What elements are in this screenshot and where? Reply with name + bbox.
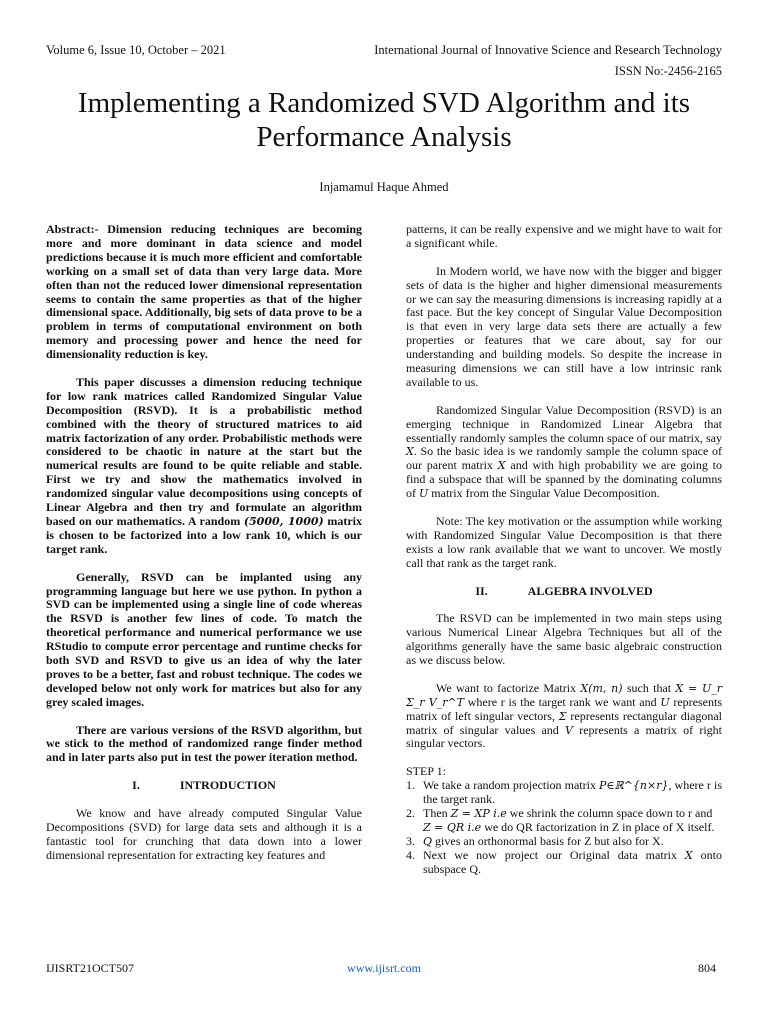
step-list: [406, 779, 722, 876]
volume-info: Volume 6, Issue 10, October – 2021: [46, 43, 226, 57]
page-number: 804: [698, 961, 716, 975]
author: Injamamul Haque Ahmed: [319, 180, 449, 194]
algebra-paragraph-2: We want to factorize Matrix X(m, n) such that X = U_r Σ_r V_r^T where r is the target rank we want and U represents matrix of left singular vectors, Σ represents rectangular diagonal matrix of singular values and V represents a matrix of right singular vectors.: [406, 680, 723, 751]
list-item: 4. Next we now project our Original data matrix X onto subspace Q.: [406, 847, 723, 876]
list-item: 2. Then Z = XP i.e we shrink the column space down to r and: [406, 805, 713, 820]
journal-name: International Journal of Innovative Science and Research Technology: [374, 43, 722, 57]
journal-url[interactable]: www.ijisrt.com: [347, 961, 421, 975]
note-paragraph: Note: The key motivation or the assumption while working with Randomized Singular Value Decomposition is that there exists a low rank available that we want to uncover. We mostly call that rank as the target rank.: [406, 513, 722, 570]
algebra-paragraph-1: The RSVD can be implemented in two main steps using various Numerical Linear Algebra Techniques but all of the algorithms generally have the same basic algebraic construction as we discuss below.: [406, 611, 722, 668]
intro-paragraph-continued: patterns, it can be really expensive and we might have to wait for a significant while.: [406, 222, 722, 250]
title-line-1: Implementing a Randomized SVD Algorithm and its: [77, 87, 691, 119]
abstract-paragraph-2: This paper discusses a dimension reducing technique for low rank matrices called Randomized Singular Value Decomposition (RSVD). It is a probabilistic method combined with the theory of structured matrices to aid matrix factorization of any order. Probabilistic methods were considered to be chaotic in nature at the start but the numerical results are found to be quite reliable and stable. First we try and show the mathematics involved in randomized singular value decompositions using concepts of Linear Algebra and then try and formulate an algorithm based on our mathematics. A random (5000, 1000) matrix is chosen to be factorized into a low rank 10, which is our target rank.: [46, 374, 363, 556]
list-item: Z = QR i.e we do QR factorization in Z in place of X itself.: [423, 819, 715, 834]
abstract: Abstract:- Dimension reducing techniques are becoming more and more dominant in data science and model predictions because it is much more efficient and comfortable working on a small set of data than very large data. More often than not the reduced lower dimensional representation seems to contain the same properties as that of the higher dimensional space. Additionally, big sets of data prove to be a problem in terms of computational environment on both memory and processing power and hence the need for dimensionality reduction is key.: [46, 222, 362, 362]
list-item: 3. Q gives an orthonormal basis for Z but also for X.: [406, 833, 664, 848]
intro-paragraph-3: Randomized Singular Value Decomposition (RSVD) is an emerging technique in Randomized Linear Algebra that essentially randomly samples the column space of our matrix, say X. So the basic idea is we randomly sample the column space of our parent matrix X and with high probability we are going to find a subspace that will be spanned by the dominating columns of U matrix from the Singular Value Decomposition.: [406, 402, 722, 501]
article-code: IJISRT21OCT507: [46, 961, 134, 975]
title-line-2: Performance Analysis: [256, 121, 512, 153]
paper-title: [40, 86, 728, 154]
abstract-paragraph-4: There are various versions of the RSVD algorithm, but we stick to the method of randomized range finder method and in later parts also put in test the power iteration method.: [46, 722, 362, 765]
list-item: 1. We take a random projection matrix P∈ℝ^{n×r}, where r is the target rank.: [406, 778, 722, 807]
left-column: [46, 223, 362, 877]
issn: ISSN No:-2456-2165: [614, 64, 722, 78]
abstract-paragraph-3: Generally, RSVD can be implanted using any programming language but here we use python. In python a SVD can be implemented using a single line of code whereas the RSVD is another few lines of code. To match the theoretical performance and numerical performance we use RStudio to compute error percentage and runtime checks for both SVD and RSVD to give us an idea of why the later proves to be a better, fast and robust technique. The codes we developed below not only work for matrices but also for any grey scaled images.: [46, 569, 362, 709]
step-label: STEP 1:: [406, 764, 446, 779]
section-heading-introduction: I. INTRODUCTION: [132, 778, 276, 793]
introduction-paragraph-1: We know and have already computed Singular Value Decompositions (SVD) for large data sets and although it is a fantastic tool for crunching that data down into a lower dimensional representation for extracting key features and: [46, 805, 362, 862]
section-heading-algebra: II. ALGEBRA INVOLVED: [475, 583, 653, 598]
right-column: [406, 223, 722, 876]
intro-paragraph-2: In Modern world, we have now with the bigger and bigger sets of data is the higher and higher dimensional measurements or we can say the measuring dimensions is increasing rapidly at a fast pace. But the key concept of Singular Value Decomposition is that even in very large data sets there are actually a few properties or features that we care about, say for our understanding and building models. So despite the increase in measuring dimensions we can still have a low intrinsic rank available to us.: [406, 263, 722, 389]
matrix-dimensions: (5000, 1000): [243, 515, 324, 529]
